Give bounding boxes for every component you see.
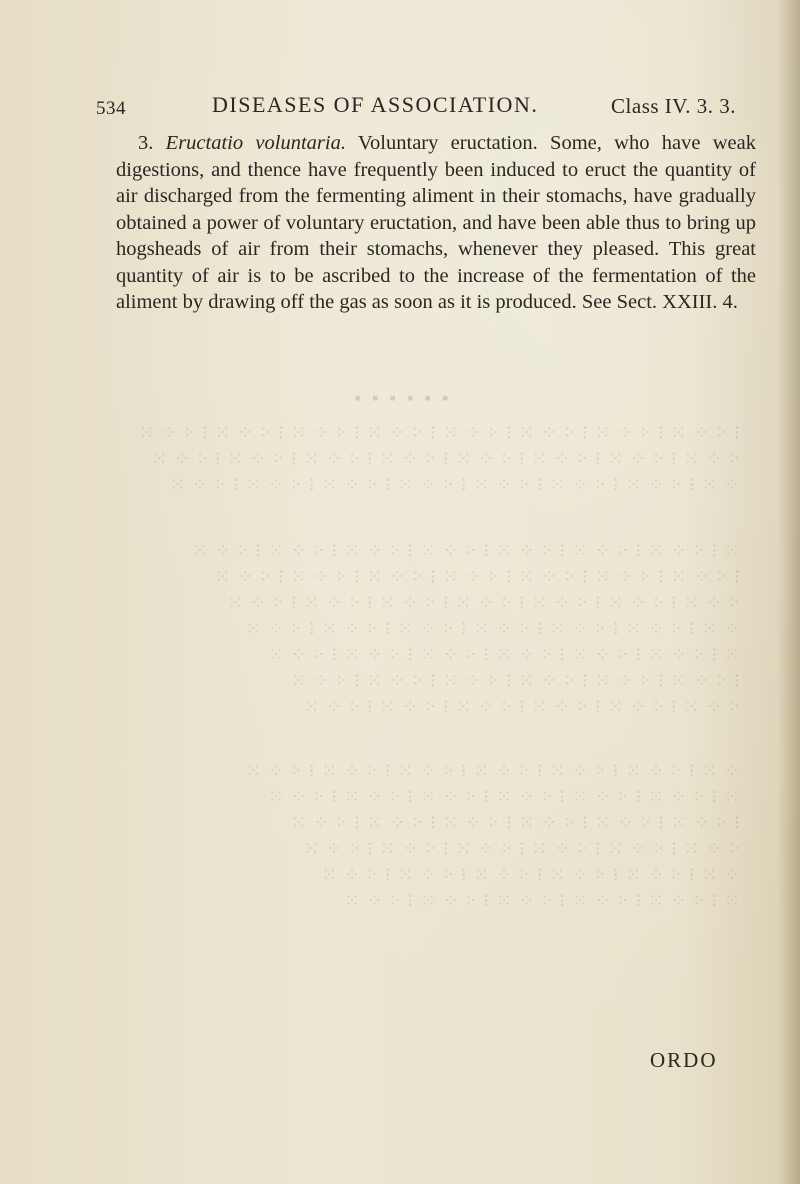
show-through-line: ⁝ ⁖ ⁘ ⁙ ⁝ ⁖ ⁘ ⁙ ⁝ ⁖ ⁘ ⁙ ⁝ ⁖ ⁘ ⁙ ⁝ ⁖ ⁘ ⁙ ⁝ ⁖ ⁘ ⁙ [289,671,740,692]
show-through-line: ⁝ ⁖ ⁘ ⁙ ⁝ ⁖ ⁘ ⁙ ⁝ ⁖ ⁘ ⁙ ⁝ ⁖ ⁘ ⁙ ⁝ ⁖ ⁘ ⁙ ⁝ ⁖ ⁘ ⁙ ⁝ ⁖ ⁘ ⁙ ⁝ ⁖ ⁘ ⁙ [137,423,740,444]
show-through-line: ⁙ ⁝ ⁖ ⁘ ⁙ ⁝ ⁖ ⁘ ⁙ ⁝ ⁖ ⁘ ⁙ ⁝ ⁖ ⁘ ⁙ ⁝ ⁖ ⁘ ⁙ ⁝ ⁖ ⁘ ⁙ [267,787,740,808]
show-through-line: ⁘ ⁙ ⁝ ⁖ ⁘ ⁙ ⁝ ⁖ ⁘ ⁙ ⁝ ⁖ ⁘ ⁙ ⁝ ⁖ ⁘ ⁙ ⁝ ⁖ ⁘ ⁙ ⁝ ⁖ ⁘ ⁙ [244,619,740,640]
page-edge-shadow [778,0,800,1184]
show-through-line: ⁖ ⁘ ⁙ ⁝ ⁖ ⁘ ⁙ ⁝ ⁖ ⁘ ⁙ ⁝ ⁖ ⁘ ⁙ ⁝ ⁖ ⁘ ⁙ ⁝ ⁖ ⁘ ⁙ ⁝ ⁖ ⁘ ⁙ [226,593,740,614]
show-through-line: ⁙ ⁝ ⁖ ⁘ ⁙ ⁝ ⁖ ⁘ ⁙ ⁝ ⁖ ⁘ ⁙ ⁝ ⁖ ⁘ ⁙ ⁝ ⁖ ⁘ ⁙ ⁝ ⁖ ⁘ ⁙ ⁝ ⁖ ⁘ ⁙ [190,541,740,562]
show-through-line: ⁘ ⁙ ⁝ ⁖ ⁘ ⁙ ⁝ ⁖ ⁘ ⁙ ⁝ ⁖ ⁘ ⁙ ⁝ ⁖ ⁘ ⁙ ⁝ ⁖ ⁘ ⁙ [320,865,740,886]
page-header [96,92,736,122]
paragraph-eructatio [116,130,756,316]
paragraph-number: 3. [138,132,154,154]
page-number: 534 [96,98,126,119]
show-through-line: ⁘ ⁙ ⁝ ⁖ ⁘ ⁙ ⁝ ⁖ ⁘ ⁙ ⁝ ⁖ ⁘ ⁙ ⁝ ⁖ ⁘ ⁙ ⁝ ⁖ ⁘ ⁙ ⁝ ⁖ ⁘ ⁙ ⁝ ⁖ ⁘ ⁙ [168,475,740,496]
show-through-line: ⁙ ⁝ ⁖ ⁘ ⁙ ⁝ ⁖ ⁘ ⁙ ⁝ ⁖ ⁘ ⁙ ⁝ ⁖ ⁘ ⁙ ⁝ ⁖ ⁘ ⁙ ⁝ ⁖ ⁘ ⁙ [267,645,740,666]
show-through-line: ⁙ ⁝ ⁖ ⁘ ⁙ ⁝ ⁖ ⁘ ⁙ ⁝ ⁖ ⁘ ⁙ ⁝ ⁖ ⁘ ⁙ ⁝ ⁖ ⁘ ⁙ [343,891,740,912]
show-through-line: ⁖ ⁘ ⁙ ⁝ ⁖ ⁘ ⁙ ⁝ ⁖ ⁘ ⁙ ⁝ ⁖ ⁘ ⁙ ⁝ ⁖ ⁘ ⁙ ⁝ ⁖ ⁘ ⁙ ⁝ ⁖ ⁘ ⁙ ⁝ ⁖ ⁘ ⁙ [150,449,740,470]
latin-title: Eructatio voluntaria. [165,132,346,154]
show-through-line: ⁖ ⁘ ⁙ ⁝ ⁖ ⁘ ⁙ ⁝ ⁖ ⁘ ⁙ ⁝ ⁖ ⁘ ⁙ ⁝ ⁖ ⁘ ⁙ ⁝ ⁖ ⁘ ⁙ [302,697,740,718]
running-title: DISEASES OF ASSOCIATION. [212,92,539,117]
show-through-line: ⁝ ⁖ ⁘ ⁙ ⁝ ⁖ ⁘ ⁙ ⁝ ⁖ ⁘ ⁙ ⁝ ⁖ ⁘ ⁙ ⁝ ⁖ ⁘ ⁙ ⁝ ⁖ ⁘ ⁙ [289,813,740,834]
show-through-mark: ▪ ▪ ▪ ▪ ▪ ▪ [351,388,449,409]
show-through-line: ⁖ ⁘ ⁙ ⁝ ⁖ ⁘ ⁙ ⁝ ⁖ ⁘ ⁙ ⁝ ⁖ ⁘ ⁙ ⁝ ⁖ ⁘ ⁙ ⁝ ⁖ ⁘ ⁙ [302,839,740,860]
show-through-line: ⁘ ⁙ ⁝ ⁖ ⁘ ⁙ ⁝ ⁖ ⁘ ⁙ ⁝ ⁖ ⁘ ⁙ ⁝ ⁖ ⁘ ⁙ ⁝ ⁖ ⁘ ⁙ ⁝ ⁖ ⁘ ⁙ [244,761,740,782]
paragraph-body: Voluntary eructation. Some, who have weak digestions, and thence have frequently been induced to eruct the quantity of air discharged from the fermenting aliment in their stomachs, have gradually obtained a power of voluntary eructation, and have been able thus to bring up hogsheads of air from their stomachs, whenever they pleased. This great quantity of air is to be ascribed to the increase of the fermentation of the aliment by drawing off the gas as soon as it is produced. See Sect. XXIII. 4. [116,132,757,313]
catchword: ORDO [650,1048,718,1072]
class-reference: Class IV. 3. 3. [611,94,736,118]
show-through-line: ⁝ ⁖ ⁘ ⁙ ⁝ ⁖ ⁘ ⁙ ⁝ ⁖ ⁘ ⁙ ⁝ ⁖ ⁘ ⁙ ⁝ ⁖ ⁘ ⁙ ⁝ ⁖ ⁘ ⁙ ⁝ ⁖ ⁘ ⁙ [213,567,740,588]
